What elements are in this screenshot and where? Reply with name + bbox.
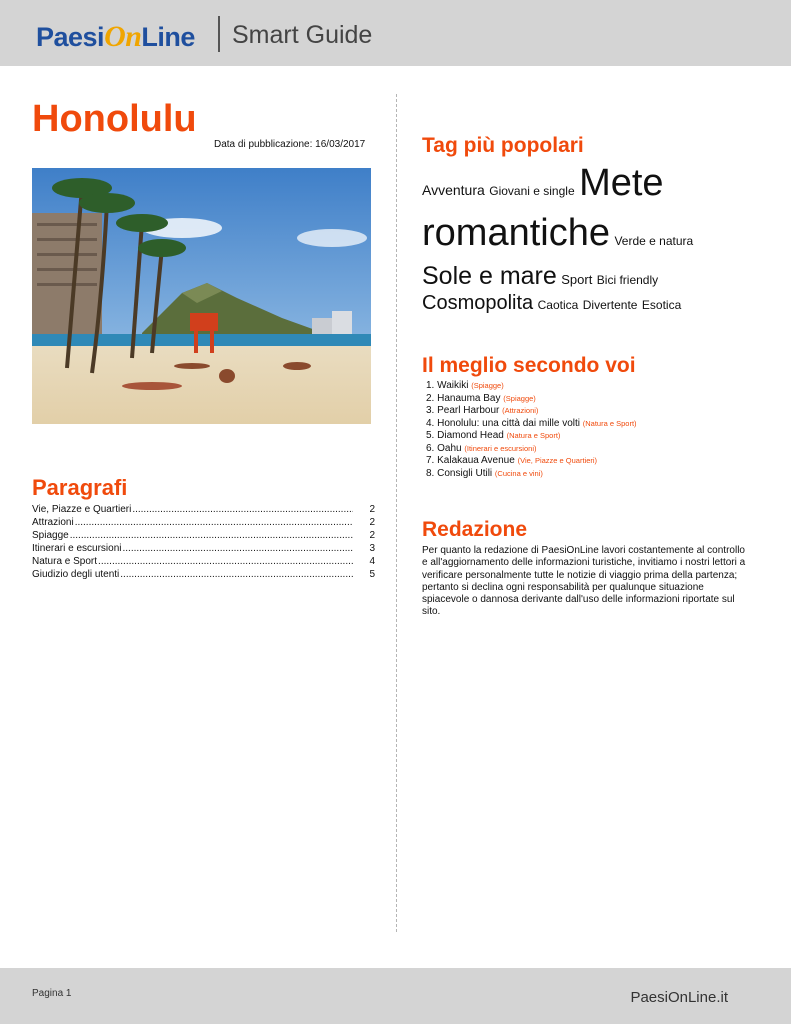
item-name: Hanauma Bay bbox=[437, 392, 501, 404]
list-item[interactable] bbox=[426, 468, 637, 481]
toc-row[interactable] bbox=[32, 504, 375, 517]
item-number: 5. bbox=[426, 430, 435, 441]
toc-label: Spiagge bbox=[32, 530, 69, 541]
toc-label: Attrazioni bbox=[32, 517, 74, 528]
item-category: (Vie, Piazze e Quartieri) bbox=[517, 456, 598, 465]
list-item[interactable] bbox=[426, 380, 637, 393]
list-item[interactable] bbox=[426, 443, 637, 456]
header-separator bbox=[218, 16, 220, 52]
item-number: 7. bbox=[426, 455, 435, 466]
item-number: 3. bbox=[426, 405, 435, 416]
toc-label: Vie, Piazze e Quartieri bbox=[32, 504, 132, 515]
toc-leader-dots bbox=[132, 504, 353, 515]
toc-leader-dots bbox=[120, 569, 353, 580]
item-number: 6. bbox=[426, 442, 435, 454]
toc-leader-dots bbox=[75, 517, 353, 528]
tag-link-romantiche[interactable]: romantiche bbox=[422, 212, 610, 254]
toc-page-number: 5 bbox=[369, 569, 375, 580]
tag-link[interactable]: Cosmopolita bbox=[422, 292, 534, 314]
redazione-line: sito. bbox=[422, 606, 441, 618]
list-item[interactable] bbox=[426, 455, 637, 468]
toc-page-number: 3 bbox=[369, 543, 375, 554]
item-number: 1. bbox=[426, 380, 435, 391]
publication-date: Data di pubblicazione: 16/03/2017 bbox=[214, 139, 366, 150]
tag-link[interactable]: Sole e mare bbox=[422, 262, 557, 290]
toc-page-number: 4 bbox=[369, 556, 375, 567]
toc-page-number: 2 bbox=[369, 530, 375, 541]
paesionline-logo[interactable] bbox=[36, 16, 201, 60]
item-category: (Itinerari e escursioni) bbox=[464, 443, 537, 453]
toc-page-number: 2 bbox=[369, 504, 375, 515]
item-name: Waikiki bbox=[437, 380, 469, 391]
header-subtitle: Smart Guide bbox=[232, 21, 373, 49]
tag-link[interactable]: Bici friendly bbox=[596, 273, 659, 287]
tag-link[interactable]: Avventura bbox=[422, 182, 485, 198]
redazione-line: spiacevole o dannosa derivante dall'uso delle informazioni riportate sul bbox=[422, 594, 735, 606]
tag-link[interactable]: Verde e natura bbox=[614, 234, 694, 248]
best-list bbox=[426, 380, 637, 480]
item-category: (Cucina e vini) bbox=[494, 468, 543, 478]
tag-link[interactable]: Divertente bbox=[582, 298, 638, 312]
paragrafi-heading: Paragrafi bbox=[32, 475, 128, 500]
tag-link[interactable]: Sport bbox=[561, 272, 593, 287]
page-title: Honolulu bbox=[32, 98, 197, 140]
page-header bbox=[0, 0, 791, 66]
redazione-heading: Redazione bbox=[422, 518, 528, 541]
redazione-text bbox=[422, 545, 762, 619]
toc-leader-dots bbox=[122, 543, 353, 554]
list-item[interactable] bbox=[426, 418, 637, 431]
toc-label: Giudizio degli utenti bbox=[32, 569, 120, 580]
item-name: Diamond Head bbox=[437, 430, 504, 441]
page-footer bbox=[0, 968, 791, 1024]
logo-part-paesi: Paesi bbox=[36, 22, 105, 52]
item-name: Oahu bbox=[437, 442, 462, 454]
tag-link-mete[interactable]: Mete bbox=[579, 162, 664, 204]
redazione-line: pertanto si declina ogni responsabilità per qualunque situazione bbox=[422, 581, 704, 593]
toc-row[interactable] bbox=[32, 517, 375, 530]
column-divider bbox=[396, 94, 397, 932]
list-item[interactable] bbox=[426, 405, 637, 418]
tag-link[interactable]: Esotica bbox=[641, 298, 682, 312]
tag-link[interactable]: Caotica bbox=[537, 298, 579, 312]
toc-leader-dots bbox=[70, 530, 353, 541]
page-number: Pagina 1 bbox=[32, 988, 72, 999]
item-number: 8. bbox=[426, 467, 435, 479]
best-heading: Il meglio secondo voi bbox=[422, 354, 636, 377]
logo-part-line: Line bbox=[141, 22, 195, 52]
item-number: 4. bbox=[426, 417, 435, 429]
item-name: Pearl Harbour bbox=[437, 405, 500, 416]
item-name: Kalakaua Avenue bbox=[437, 455, 515, 466]
toc-label: Natura e Sport bbox=[32, 556, 98, 567]
footer-site-link[interactable]: PaesiOnLine.it bbox=[630, 989, 728, 1006]
honolulu-beach-photo bbox=[32, 168, 371, 424]
item-category: (Natura e Sport) bbox=[582, 418, 637, 428]
toc-label: Itinerari e escursioni bbox=[32, 543, 122, 554]
toc-row[interactable] bbox=[32, 569, 375, 582]
tag-link[interactable]: Giovani e single bbox=[489, 184, 575, 198]
redazione-line: verificare personalmente tutte le notizie di viaggio prima della partenza; bbox=[422, 569, 738, 581]
item-number: 2. bbox=[426, 392, 435, 404]
toc-row[interactable] bbox=[32, 556, 375, 569]
item-category: (Spiagge) bbox=[503, 393, 536, 403]
table-of-contents bbox=[32, 504, 375, 582]
toc-leader-dots bbox=[98, 556, 353, 567]
item-category: (Attrazioni) bbox=[502, 406, 539, 415]
item-name: Consigli Utili bbox=[437, 467, 493, 479]
item-name: Honolulu: una città dai mille volti bbox=[437, 417, 580, 429]
list-item[interactable] bbox=[426, 430, 637, 443]
toc-page-number: 2 bbox=[369, 517, 375, 528]
redazione-line: Per quanto la redazione di PaesiOnLine lavori costantemente al controllo bbox=[422, 545, 745, 556]
list-item[interactable] bbox=[426, 393, 637, 406]
redazione-line: e all'aggiornamento delle informazioni turistiche, invitiamo i nostri lettori a bbox=[422, 557, 746, 569]
item-category: (Natura e Sport) bbox=[506, 431, 561, 440]
tag-cloud bbox=[422, 164, 722, 322]
tags-heading: Tag più popolari bbox=[422, 134, 584, 157]
toc-row[interactable] bbox=[32, 543, 375, 556]
toc-row[interactable] bbox=[32, 530, 375, 543]
item-category: (Spiagge) bbox=[471, 381, 504, 390]
logo-part-on: On bbox=[104, 20, 142, 53]
